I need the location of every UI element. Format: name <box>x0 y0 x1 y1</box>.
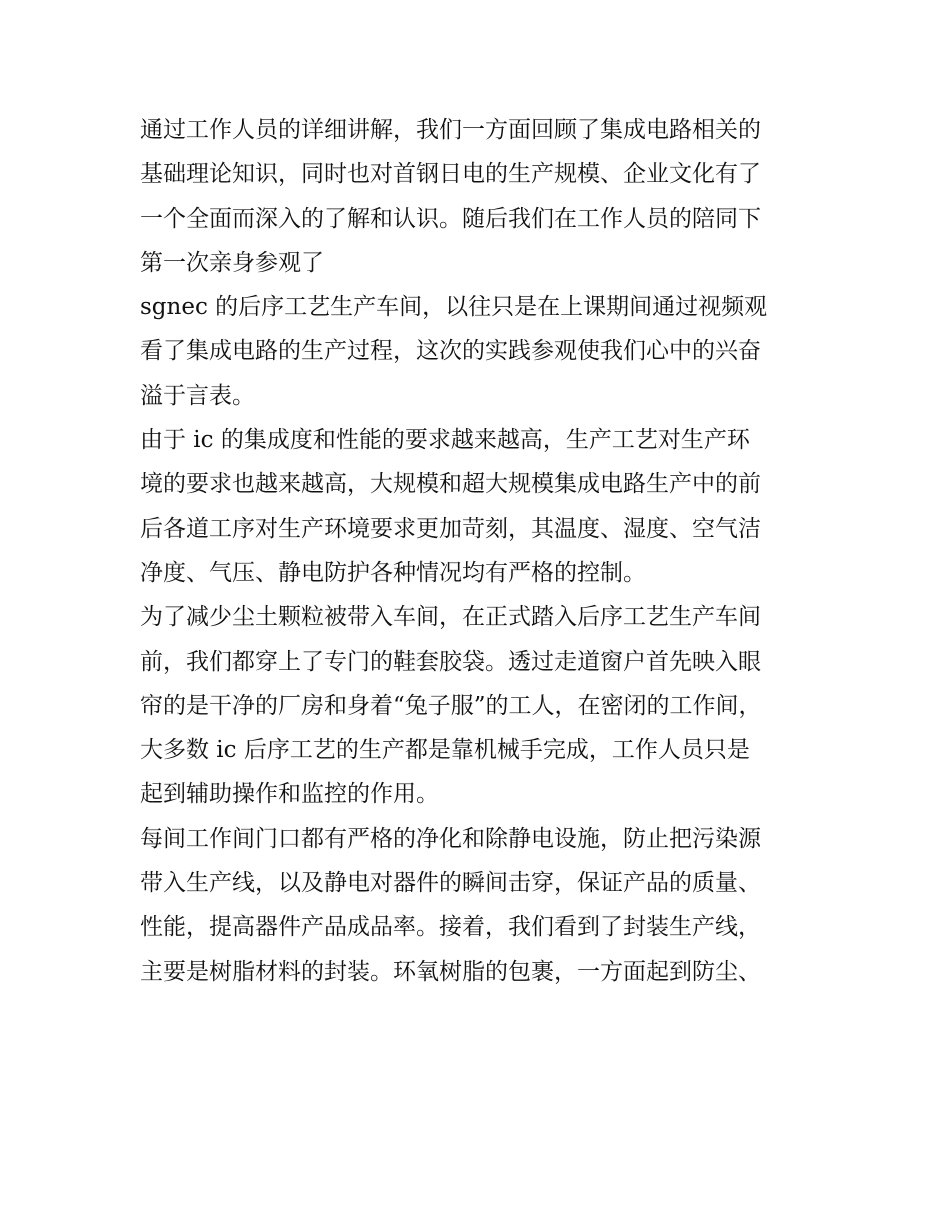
text-line: 看了集成电路的生产过程，这次的实践参观使我们心中的兴奋 <box>140 338 761 365</box>
text-line: 主要是树脂材料的封装。环氧树脂的包裹，一方面起到防尘、 <box>140 958 761 985</box>
text-line: 净度、气压、静电防护各种情况均有严格的控制。 <box>140 559 646 586</box>
text-line: 后各道工序对生产环境要求更加苛刻，其温度、湿度、空气洁 <box>140 515 761 542</box>
text-line: 一个全面而深入的了解和认识。随后我们在工作人员的陪同下 <box>140 205 761 232</box>
text-line: sgnec 的后序工艺生产车间，以往只是在上课期间通过视频观 <box>140 294 768 321</box>
text-line: 境的要求也越来越高，大规模和超大规模集成电路生产中的前 <box>140 471 761 498</box>
text-line: 第一次亲身参观了 <box>140 249 324 276</box>
text-line: 大多数 ic 后序工艺的生产都是靠机械手完成，工作人员只是 <box>140 737 750 764</box>
document-body <box>140 108 830 994</box>
text-line: 性能，提高器件产品成品率。接着，我们看到了封装生产线， <box>140 914 761 941</box>
text-line: 带入生产线，以及静电对器件的瞬间击穿，保证产品的质量、 <box>140 870 761 897</box>
text-line: 基础理论知识，同时也对首钢日电的生产规模、企业文化有了 <box>140 161 761 188</box>
text-line: 溢于言表。 <box>140 382 255 409</box>
text-line: 前，我们都穿上了专门的鞋套胶袋。透过走道窗户首先映入眼 <box>140 648 761 675</box>
text-line: 起到辅助操作和监控的作用。 <box>140 781 439 808</box>
text-line: 由于 ic 的集成度和性能的要求越来越高，生产工艺对生产环 <box>140 427 750 454</box>
text-line: 通过工作人员的详细讲解，我们一方面回顾了集成电路相关的 <box>140 117 761 143</box>
text-line: 为了减少尘土颗粒被带入车间，在正式踏入后序工艺生产车间 <box>140 604 761 631</box>
text-line: 每间工作间门口都有严格的净化和除静电设施，防止把污染源 <box>140 825 761 852</box>
text-line: 帘的是干净的厂房和身着“兔子服”的工人，在密闭的工作间， <box>140 692 762 719</box>
